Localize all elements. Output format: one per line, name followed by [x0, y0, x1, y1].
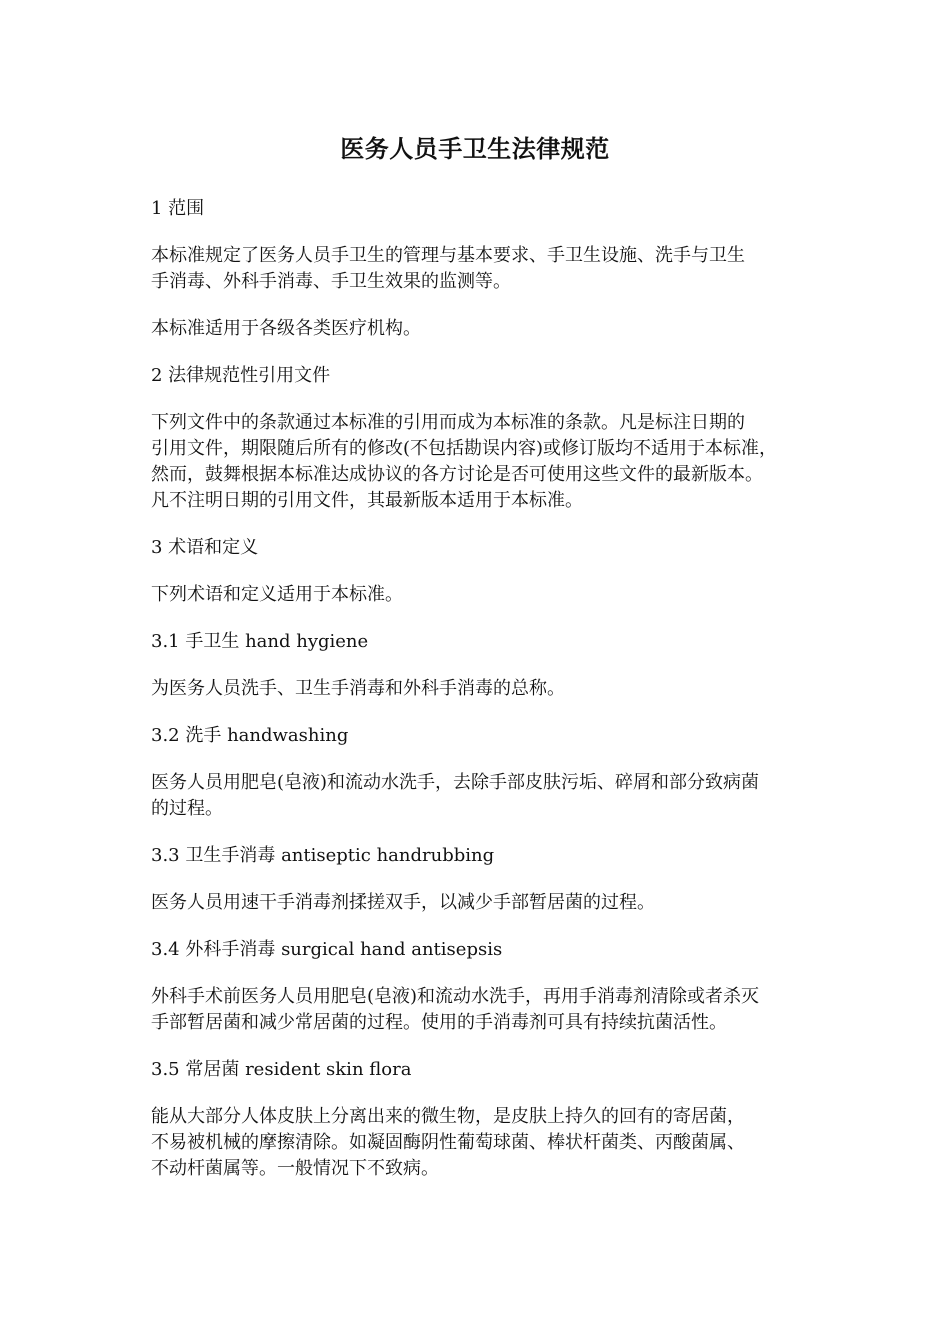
paragraph-line: 凡不注明日期的引用文件，其最新版本适用于本标准。 — [151, 490, 583, 511]
paragraph-line: 3.5 常居菌 resident skin flora — [151, 1059, 412, 1080]
document-title: 医务人员手卫生法律规范 — [340, 134, 610, 163]
paragraph — [151, 582, 811, 608]
paragraph — [151, 723, 811, 749]
paragraph-line: 下列文件中的条款通过本标准的引用而成为本标准的条款。凡是标注日期的 — [151, 412, 745, 433]
paragraph-line: 3.3 卫生手消毒 antiseptic handrubbing — [151, 845, 495, 866]
paragraph-line: 手部暂居菌和减少常居菌的过程。使用的手消毒剂可具有持续抗菌活性。 — [151, 1012, 727, 1033]
paragraph-line: 为医务人员洗手、卫生手消毒和外科手消毒的总称。 — [151, 678, 565, 699]
paragraph — [151, 1057, 811, 1083]
document-body — [151, 196, 811, 1203]
paragraph-line: 不易被机械的摩擦清除。如凝固酶阴性葡萄球菌、棒状杆菌类、丙酸菌属、 — [151, 1132, 745, 1153]
paragraph-line: 3.2 洗手 handwashing — [151, 725, 349, 746]
paragraph-line: 手消毒、外科手消毒、手卫生效果的监测等。 — [151, 271, 511, 292]
paragraph — [151, 937, 811, 963]
paragraph — [151, 984, 811, 1036]
paragraph-line: 医务人员用速干手消毒剂揉搓双手，以减少手部暂居菌的过程。 — [151, 892, 655, 913]
paragraph-line: 本标准规定了医务人员手卫生的管理与基本要求、手卫生设施、洗手与卫生 — [151, 245, 745, 266]
paragraph-line: 3 术语和定义 — [151, 537, 259, 558]
paragraph — [151, 243, 811, 295]
paragraph — [151, 363, 811, 389]
paragraph-line: 引用文件，期限随后所有的修改(不包括勘误内容)或修订版均不适用于本标准， — [151, 438, 778, 459]
paragraph-line: 3.4 外科手消毒 surgical hand antisepsis — [151, 939, 503, 960]
paragraph-line: 能从大部分人体皮肤上分离出来的微生物，是皮肤上持久的回有的寄居菌， — [151, 1106, 745, 1127]
paragraph — [151, 843, 811, 869]
paragraph — [151, 676, 811, 702]
paragraph-line: 不动杆菌属等。一般情况下不致病。 — [151, 1158, 439, 1179]
paragraph — [151, 1104, 811, 1182]
paragraph-line: 3.1 手卫生 hand hygiene — [151, 631, 369, 652]
paragraph — [151, 770, 811, 822]
paragraph — [151, 890, 811, 916]
paragraph-line: 下列术语和定义适用于本标准。 — [151, 584, 403, 605]
paragraph — [151, 196, 811, 222]
paragraph-line: 外科手术前医务人员用肥皂(皂液)和流动水洗手，再用手消毒剂清除或者杀灭 — [151, 986, 760, 1007]
paragraph-line: 本标准适用于各级各类医疗机构。 — [151, 318, 421, 339]
paragraph-line: 1 范围 — [151, 198, 205, 219]
paragraph-line: 然而，鼓舞根据本标准达成协议的各方讨论是否可使用这些文件的最新版本。 — [151, 464, 763, 485]
paragraph — [151, 535, 811, 561]
paragraph-line: 2 法律规范性引用文件 — [151, 365, 331, 386]
paragraph — [151, 410, 811, 514]
paragraph — [151, 316, 811, 342]
paragraph-line: 医务人员用肥皂(皂液)和流动水洗手，去除手部皮肤污垢、碎屑和部分致病菌 — [151, 772, 760, 793]
paragraph — [151, 629, 811, 655]
paragraph-line: 的过程。 — [151, 798, 223, 819]
